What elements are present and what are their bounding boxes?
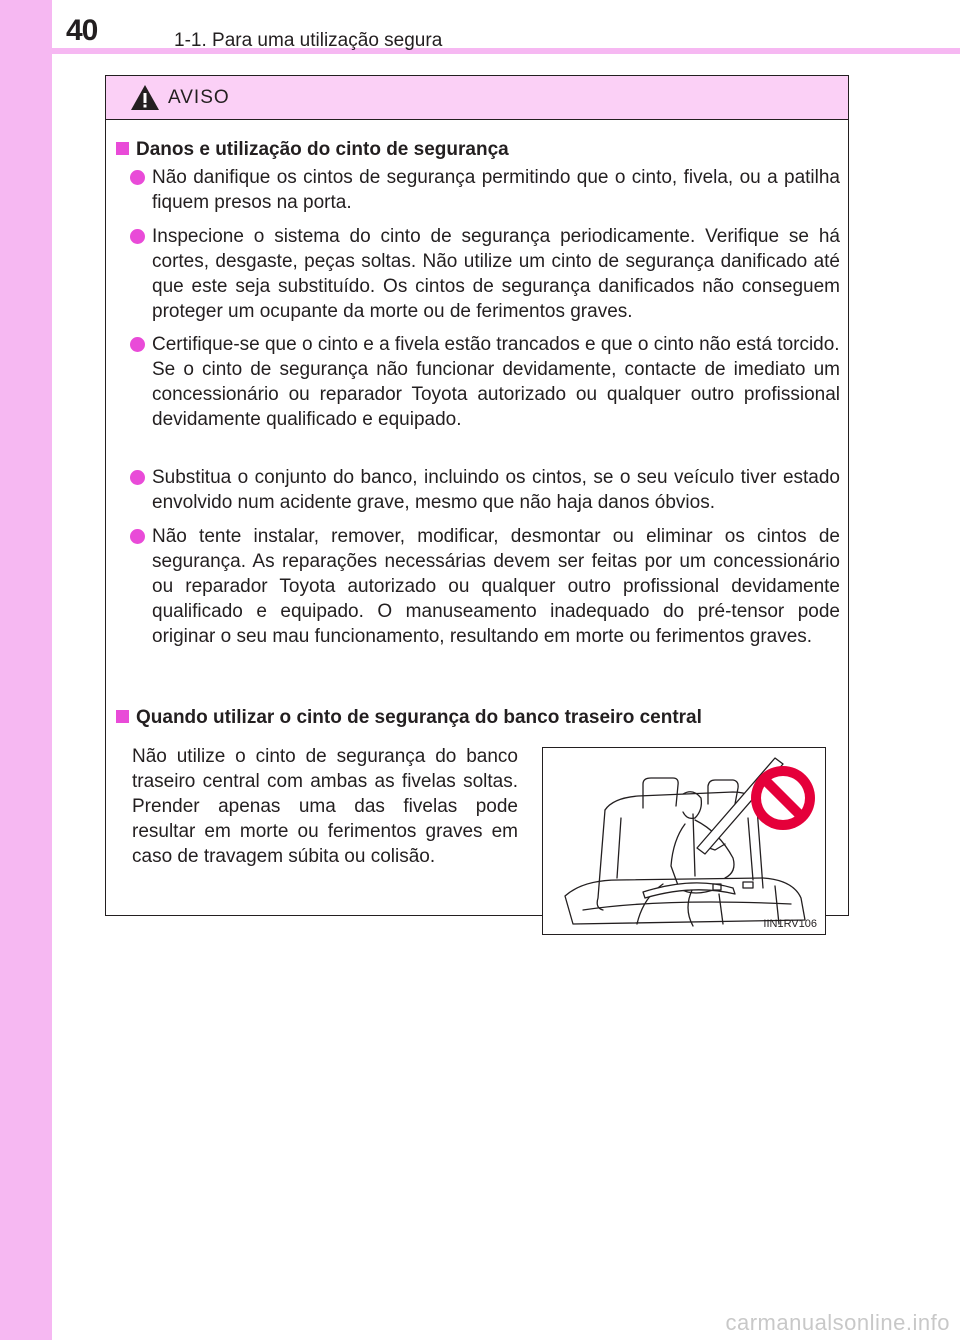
bullet-text: Certifique-se que o cinto e a fivela estão trancados e que o cinto não está torcido.: [152, 334, 840, 355]
seat-drawing: [543, 748, 824, 933]
bullet-text: Substitua o conjunto do banco, incluindo os cintos, se o seu veículo tiver estado envolvido num acidente grave, mesmo que não haja danos óbvios.: [152, 467, 840, 513]
warning-triangle-icon: [130, 84, 160, 111]
list-item: [130, 465, 840, 515]
bullet-dot-icon: [130, 229, 145, 244]
bullet-dot-icon: [130, 337, 145, 352]
bullet-dot-icon: [130, 529, 145, 544]
bullet-dot-icon: [130, 470, 145, 485]
page-number: 40: [66, 14, 98, 47]
bullet-text: Não danifique os cintos de segurança permitindo que o cinto, fivela, ou a patilha fiquem presos na porta.: [152, 167, 840, 213]
rear-seat-warning-text: Não utilize o cinto de segurança do banco traseiro central com ambas as fivelas soltas. Prender apenas uma das fivelas pode resultar em morte ou ferimentos graves em caso de travagem súbita ou colisão.: [132, 746, 518, 867]
section-heading: [116, 139, 509, 161]
section-heading-text: Quando utilizar o cinto de segurança do banco traseiro central: [136, 707, 702, 728]
warning-box: [105, 75, 849, 930]
bullet-text: Se o cinto de segurança não funcionar devidamente, contacte de imediato um concessionário ou reparador Toyota autorizado ou qualquer outro profissional devidamente qualificado e equipado.: [152, 359, 840, 430]
list-item: [130, 524, 840, 649]
illustration-code: IIN1RV106: [763, 918, 817, 930]
list-item: [130, 224, 840, 324]
square-bullet-icon: [116, 142, 129, 155]
footer-watermark: carmanualsonline.info: [725, 1310, 950, 1335]
rear-seat-belt-illustration: [542, 747, 826, 935]
section-title: 1-1. Para uma utilização segura: [174, 30, 443, 51]
bullet-text: Não tente instalar, remover, modificar, desmontar ou eliminar os cintos de segurança. As reparações necessárias devem ser feitas por um concessionário ou reparador Toyota autorizado ou qualquer outro profissional devidamente qualificado e equipado. O manuseamento inadequado do pré-tensor pode originar o seu mau funcionamento, resultando em morte ou ferimentos graves.: [152, 526, 840, 647]
warning-title: AVISO: [168, 87, 230, 108]
list-item: [130, 165, 840, 215]
side-color-strip: [0, 0, 52, 1340]
list-item: [130, 332, 840, 432]
prohibited-icon: [751, 766, 815, 830]
square-bullet-icon: [116, 710, 129, 723]
bullet-dot-icon: [130, 170, 145, 185]
section-heading-text: Danos e utilização do cinto de segurança: [136, 139, 509, 160]
section-heading: [116, 707, 702, 729]
warning-header: [106, 76, 848, 120]
bullet-text: Inspecione o sistema do cinto de segurança periodicamente. Verifique se há cortes, desgaste, peças soltas. Não utilize um cinto de segurança danificado até que este seja substituído. Os cintos de segurança danificados não conseguem proteger um ocupante da morte ou de ferimentos graves.: [152, 226, 840, 322]
